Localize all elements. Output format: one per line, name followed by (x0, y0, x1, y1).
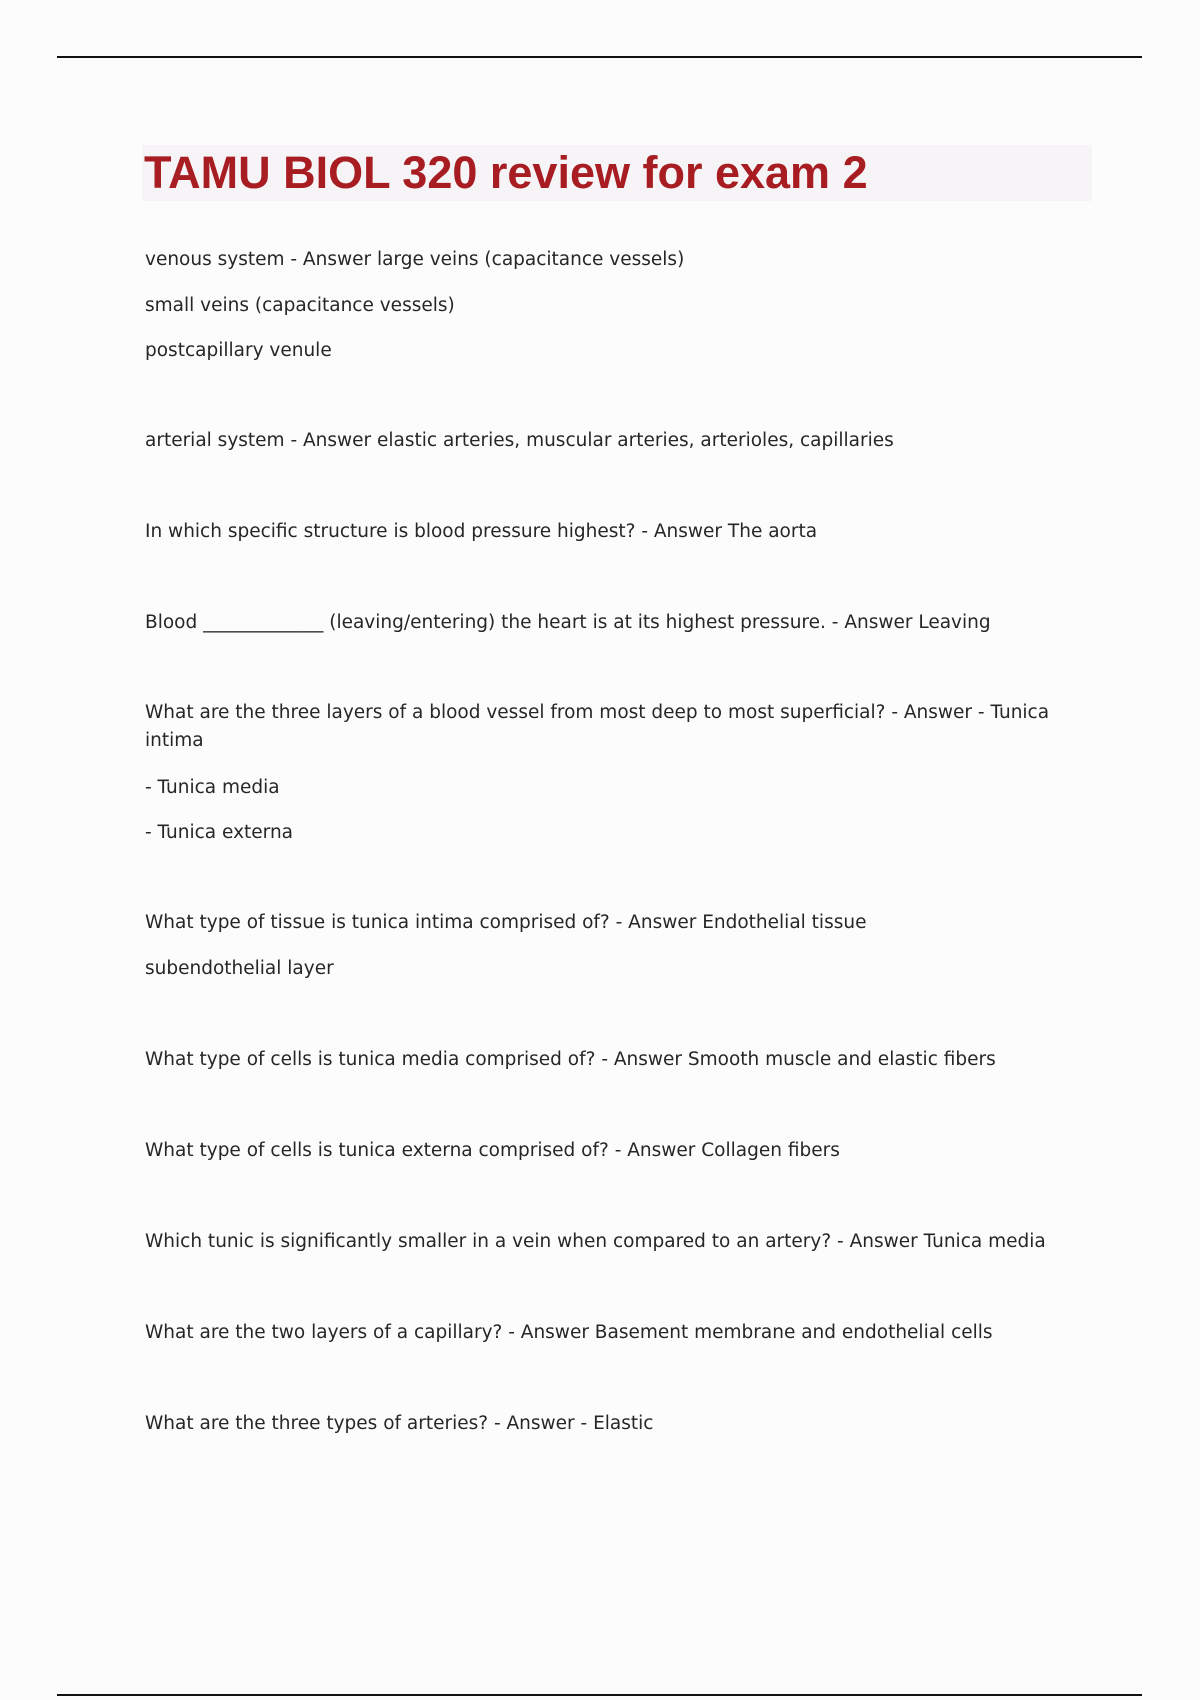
qa-line: arterial system - Answer elastic arteries, muscular arteries, arterioles, capillaries (145, 430, 894, 451)
footer-rule (57, 1694, 1142, 1696)
qa-line: venous system - Answer large veins (capacitance vessels) (145, 249, 685, 270)
qa-line: What type of cells is tunica media comprised of? - Answer Smooth muscle and elastic fibers (145, 1049, 996, 1070)
qa-line: In which specific structure is blood pressure highest? - Answer The aorta (145, 521, 818, 542)
qa-line: What are the three types of arteries? - Answer - Elastic (145, 1413, 654, 1434)
qa-line: small veins (capacitance vessels) (145, 295, 455, 316)
qa-line: What are the two layers of a capillary? - Answer Basement membrane and endothelial cells (145, 1322, 993, 1343)
qa-line: What type of cells is tunica externa comprised of? - Answer Collagen fibers (145, 1140, 840, 1161)
qa-line: Blood _____________ (leaving/entering) the heart is at its highest pressure. - Answer Leaving (145, 612, 991, 633)
page-title: TAMU BIOL 320 review for exam 2 (144, 147, 868, 198)
qa-line: - Tunica externa (145, 822, 294, 843)
qa-line: subendothelial layer (145, 958, 334, 979)
qa-line: postcapillary venule (145, 340, 332, 361)
qa-line: - Tunica media (145, 777, 280, 798)
qa-line: What type of tissue is tunica intima comprised of? - Answer Endothelial tissue (145, 912, 867, 933)
qa-line: Which tunic is significantly smaller in a vein when compared to an artery? - Answer Tunica media (145, 1231, 1046, 1252)
qa-line: What are the three layers of a blood vessel from most deep to most superficial? - Answer - Tunica intima (145, 702, 1050, 751)
header-rule (57, 56, 1142, 58)
